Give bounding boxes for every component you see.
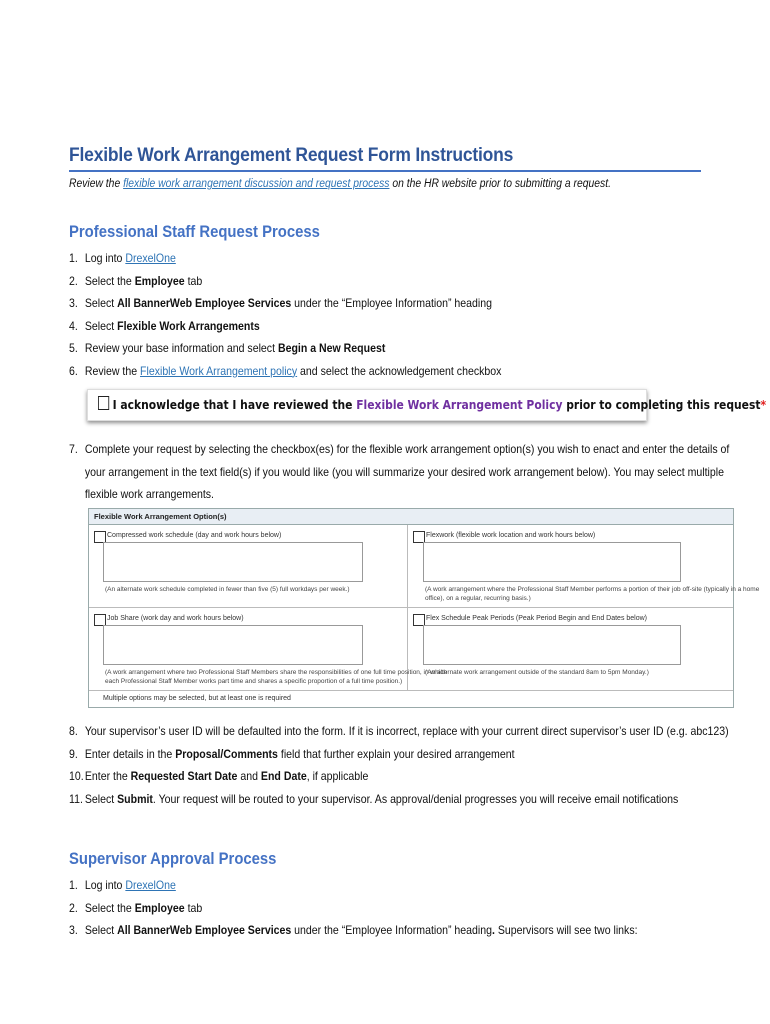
acknowledgement-text (98, 396, 766, 412)
step-bold: Flexible Work Arrangements (117, 318, 260, 333)
step-text: and select the acknowledgement checkbox (297, 363, 502, 378)
flexwork-textarea[interactable] (423, 542, 681, 582)
supervisor-steps (69, 874, 715, 942)
compressed-note: (An alternate work schedule completed in fewer than five (5) full workdays per week.) (105, 586, 350, 593)
jobshare-note: each Professional Staff Member works part time and shares a specific proportion of a full time position.) (105, 678, 403, 685)
step-number: 3. (69, 296, 78, 310)
step-text: under the “Employee Information” heading (291, 923, 493, 937)
list-item (69, 292, 501, 315)
form-divider (89, 690, 733, 691)
step-bold: Employee (134, 273, 185, 288)
step-number: 2. (69, 900, 78, 915)
step-bold: . (492, 923, 495, 937)
list-item (69, 874, 638, 897)
step-number: 1. (69, 251, 78, 265)
step-bold: Requested Start Date (130, 769, 238, 783)
step-bold: All BannerWeb Employee Services (117, 296, 292, 310)
acknowledge-checkbox[interactable] (98, 396, 109, 410)
peak-periods-label: Flex Schedule Peak Periods (Peak Period Begin and End Dates below) (426, 615, 648, 622)
step-text: Log into (84, 251, 126, 265)
step-text: . Your request will be routed to your supervisor. As approval/denial progresses you will receive email notifications (152, 791, 679, 806)
step-bold: Submit (117, 791, 153, 806)
list-item (69, 315, 501, 338)
ack-policy: Flexible Work Arrangement Policy (356, 397, 563, 412)
compressed-textarea[interactable] (103, 542, 363, 582)
flexwork-note: (A work arrangement where the Professional Staff Member performs a portion of their job off-site (typically in a home (425, 586, 760, 593)
step-text: Select (84, 296, 118, 310)
professional-steps-continued (69, 720, 770, 810)
peak-periods-textarea[interactable] (423, 625, 681, 665)
list-item (69, 897, 638, 920)
step-number: 5. (69, 341, 78, 355)
step-number: 10. (69, 769, 84, 783)
process-link[interactable]: flexible work arrangement discussion and request process (123, 178, 390, 190)
policy-link[interactable]: Flexible Work Arrangement policy (140, 363, 298, 378)
list-item (69, 720, 729, 743)
ack-after: prior to completing this request (562, 397, 761, 412)
intro-text (69, 178, 611, 190)
flexwork-label: Flexwork (flexible work location and work hours below) (426, 532, 596, 539)
step-number: 9. (69, 746, 78, 761)
intro-after: on the HR website prior to submitting a request. (389, 178, 611, 190)
drexelone-link[interactable]: DrexelOne (125, 251, 176, 265)
form-footnote: Multiple options may be selected, but at least one is required (103, 695, 291, 702)
step-text: tab (184, 273, 203, 288)
step-text: Your supervisor’s user ID will be defaulted into the form. If it is incorrect, replace with your current direct supervisor’s user ID (e.g. abc123) (84, 724, 729, 738)
step-number: 7. (69, 442, 78, 456)
required-asterisk: * (760, 397, 767, 412)
step-text: Select the (84, 900, 135, 915)
step-text: Select (84, 318, 118, 333)
page-title: Flexible Work Arrangement Request Form Instructions (69, 145, 514, 166)
supervisor-heading: Supervisor Approval Process (69, 850, 277, 868)
step-text: Review your base information and select (84, 341, 278, 355)
step-number: 3. (69, 923, 78, 937)
list-item (69, 247, 501, 270)
intro-before: Review the (69, 178, 124, 190)
list-item (69, 765, 729, 788)
step-text: Complete your request by selecting the checkbox(es) for the flexible work arrangement option(s) you wish to enact and enter the details of (84, 442, 730, 456)
form-header-label: Flexible Work Arrangement Option(s) (94, 512, 227, 521)
step-text: Review the (84, 363, 141, 378)
step-text: Select the (84, 273, 135, 288)
list-item (69, 270, 501, 293)
step-number: 1. (69, 878, 78, 892)
step-text: Enter the (84, 769, 131, 783)
drexelone-link[interactable]: DrexelOne (125, 878, 176, 892)
step-text: Enter details in the (84, 746, 176, 761)
list-item (69, 743, 729, 766)
step-number: 11. (69, 791, 83, 806)
step-text: flexible work arrangements. (84, 487, 214, 501)
jobshare-textarea[interactable] (103, 625, 363, 665)
compressed-label: Compressed work schedule (day and work hours below) (107, 532, 282, 539)
step-text: Log into (84, 878, 126, 892)
step-bold: End Date (260, 769, 307, 783)
acknowledgement-box (87, 389, 767, 421)
jobshare-note: (A work arrangement where two Professional Staff Members share the responsibilities of one full time position, in which (105, 669, 448, 676)
step-bold: Employee (134, 900, 185, 915)
list-item (69, 360, 501, 383)
list-item (69, 788, 729, 811)
step-number: 8. (69, 724, 78, 738)
step-number: 4. (69, 318, 78, 333)
step-bold: Proposal/Comments (175, 746, 278, 761)
step-text: Select (84, 791, 118, 806)
ack-before: I acknowledge that I have reviewed the (112, 397, 357, 412)
professional-steps (69, 247, 560, 382)
form-header (89, 509, 733, 525)
step-text: field that further explain your desired arrangement (277, 746, 515, 761)
peak-periods-note: (An alternate work arrangement outside of the standard 8am to 5pm Monday.) (425, 669, 649, 676)
step-number: 6. (69, 363, 78, 378)
step-bold: All BannerWeb Employee Services (117, 923, 292, 937)
step-bold: Begin a New Request (277, 341, 386, 355)
step-text: tab (184, 900, 203, 915)
step-text: your arrangement in the text field(s) if you would like (you will summarize your desired work arrangement below). You may select multiple (84, 464, 725, 479)
step-text: under the “Employee Information” heading (291, 296, 493, 310)
professional-heading: Professional Staff Request Process (69, 223, 320, 241)
step-text: , if applicable (306, 769, 369, 783)
list-item (69, 337, 501, 360)
step-7 (69, 438, 730, 506)
step-text: Select (84, 923, 118, 937)
list-item (69, 919, 638, 942)
step-number: 2. (69, 273, 78, 288)
step-text: Supervisors will see two links: (494, 923, 638, 937)
flexwork-note: office), on a regular, recurring basis.) (425, 595, 531, 602)
form-divider (89, 607, 733, 608)
jobshare-label: Job Share (work day and work hours below) (107, 615, 244, 622)
step-text: and (237, 769, 261, 783)
title-divider (69, 170, 701, 172)
fwa-options-form (88, 508, 760, 708)
